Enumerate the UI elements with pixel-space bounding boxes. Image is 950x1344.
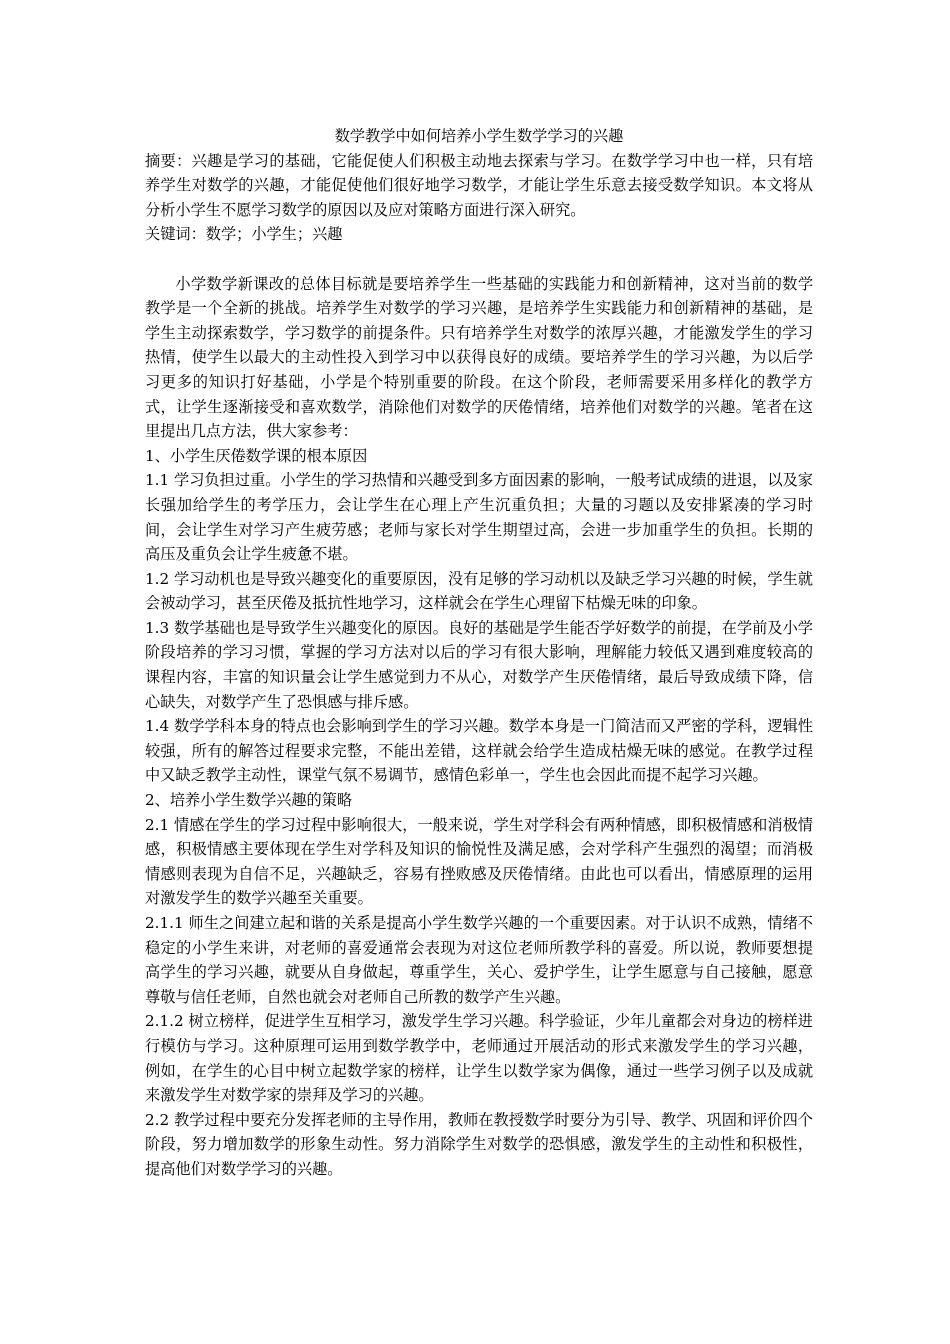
paragraph-2-1-2: 2.1.2 树立榜样，促进学生互相学习，激发学生学习兴趣。科学验证，少年儿童都会对身边的榜样进行模仿与学习。这种原理可运用到数学教学中，老师通过开展活动的形式来激发学生的学习兴趣，例如，在学生的心目中树立起数学家的榜样，让学生以数学家为偶像，通过一些学习例子以及成就来激发学生对数学家的崇拜及学习的兴趣。	[145, 1012, 813, 1105]
document-title: 数学教学中如何培养小学生数学学习的兴趣	[334, 127, 624, 145]
section-heading-2: 2、培养小学生数学兴趣的策略	[145, 791, 353, 810]
blank-line	[145, 247, 813, 272]
paragraph-2-1-1: 2.1.1 师生之间建立起和谐的关系是提高小学生数学兴趣的一个重要因素。对于认识不成熟，情绪不稳定的小学生来讲，对老师的喜爱通常会表现为对这位老师所教学科的喜爱。所以说，教师要想提高学生的学习兴趣，就要从自身做起，尊重学生，关心、爱护学生，让学生愿意与自己接触，愿意尊敬与信任老师，自然也就会对老师自己所教的数学产生兴趣。	[145, 914, 813, 1006]
paragraph-1-4: 1.4 数学学科本身的特点也会影响到学生的学习兴趣。数学本身是一门简洁而又严密的学科，逻辑性较强，所有的解答过程要求完整，不能出差错，这样就会给学生造成枯燥无味的感觉。在教学过程中又缺乏教学主动性，课堂气氛不易调节，感情色彩单一，学生也会因此而提不起学习兴趣。	[145, 717, 813, 785]
paragraph-2-1: 2.1 情感在学生的学习过程中影响很大，一般来说，学生对学科会有两种情感，即积极情感和消极情感，积极情感主要体现在学生对学科及知识的愉悦性及满足感，会对学科产生强烈的渴望；而消极情感则表现为自信不足，兴趣缺乏，容易有挫败感及厌倦情绪。由此也可以看出，情感原理的运用对激发学生的数学兴趣至关重要。	[145, 815, 813, 908]
document-page	[145, 124, 813, 1182]
paragraph-1-3: 1.3 数学基础也是导致学生兴趣变化的原因。良好的基础是学生能否学好数学的前提，在学前及小学阶段培养的学习习惯，掌握的学习方法对以后的学习有很大影响，理解能力较低又遇到难度较高的课程内容，丰富的知识量会让学生感觉到力不从心，对数学产生厌倦情绪，最后导致成绩下降，信心缺失，对数学产生了恐惧感与排斥感。	[145, 618, 813, 711]
section-heading-1: 1、小学生厌倦数学课的根本原因	[145, 446, 368, 465]
keywords-line: 关键词：数学；小学生；兴趣	[145, 225, 343, 244]
paragraph-1-2: 1.2 学习动机也是导致兴趣变化的重要原因，没有足够的学习动机以及缺乏学习兴趣的时候，学生就会被动学习，甚至厌倦及抵抗性地学习，这样就会在学生心理留下枯燥无味的印象。	[145, 569, 813, 613]
paragraph-2-2: 2.2 教学过程中要充分发挥老师的主导作用，教师在教授数学时要分为引导、教学、巩固和评价四个阶段，努力增加数学的形象生动性。努力消除学生对数学的恐惧感，激发学生的主动性和积极性，提高他们对数学学习的兴趣。	[145, 1110, 813, 1178]
intro-paragraph: 小学数学新课改的总体目标就是要培养学生一些基础的实践能力和创新精神，这对当前的数学教学是一个全新的挑战。培养学生对数学的学习兴趣，是培养学生实践能力和创新精神的基础，是学生主动探索数学，学习数学的前提条件。只有培养学生对数学的浓厚兴趣，才能激发学生的学习热情，使学生以最大的主动性投入到学习中以获得良好的成绩。要培养学生的学习兴趣，为以后学习更多的知识打好基础，小学是个特别重要的阶段。在这个阶段，老师需要采用多样化的教学方式，让学生逐渐接受和喜欢数学，消除他们对数学的厌倦情绪，培养他们对数学的兴趣。笔者在这里提出几点方法，供大家参考：	[145, 274, 813, 441]
abstract-paragraph: 摘要：兴趣是学习的基础，它能促使人们积极主动地去探索与学习。在数学学习中也一样，只有培养学生对数学的兴趣，才能促使他们很好地学习数学，才能让学生乐意去接受数学知识。本文将从分析小学生不愿学习数学的原因以及应对策略方面进行深入研究。	[145, 151, 813, 219]
paragraph-1-1: 1.1 学习负担过重。小学生的学习热情和兴趣受到多方面因素的影响，一般考试成绩的进退，以及家长强加给学生的考学压力，会让学生在心理上产生沉重负担；大量的习题以及安排紧凑的学习时间，会让学生对学习产生疲劳感；老师与家长对学生期望过高，会进一步加重学生的负担。长期的高压及重负会让学生疲惫不堪。	[145, 471, 813, 564]
